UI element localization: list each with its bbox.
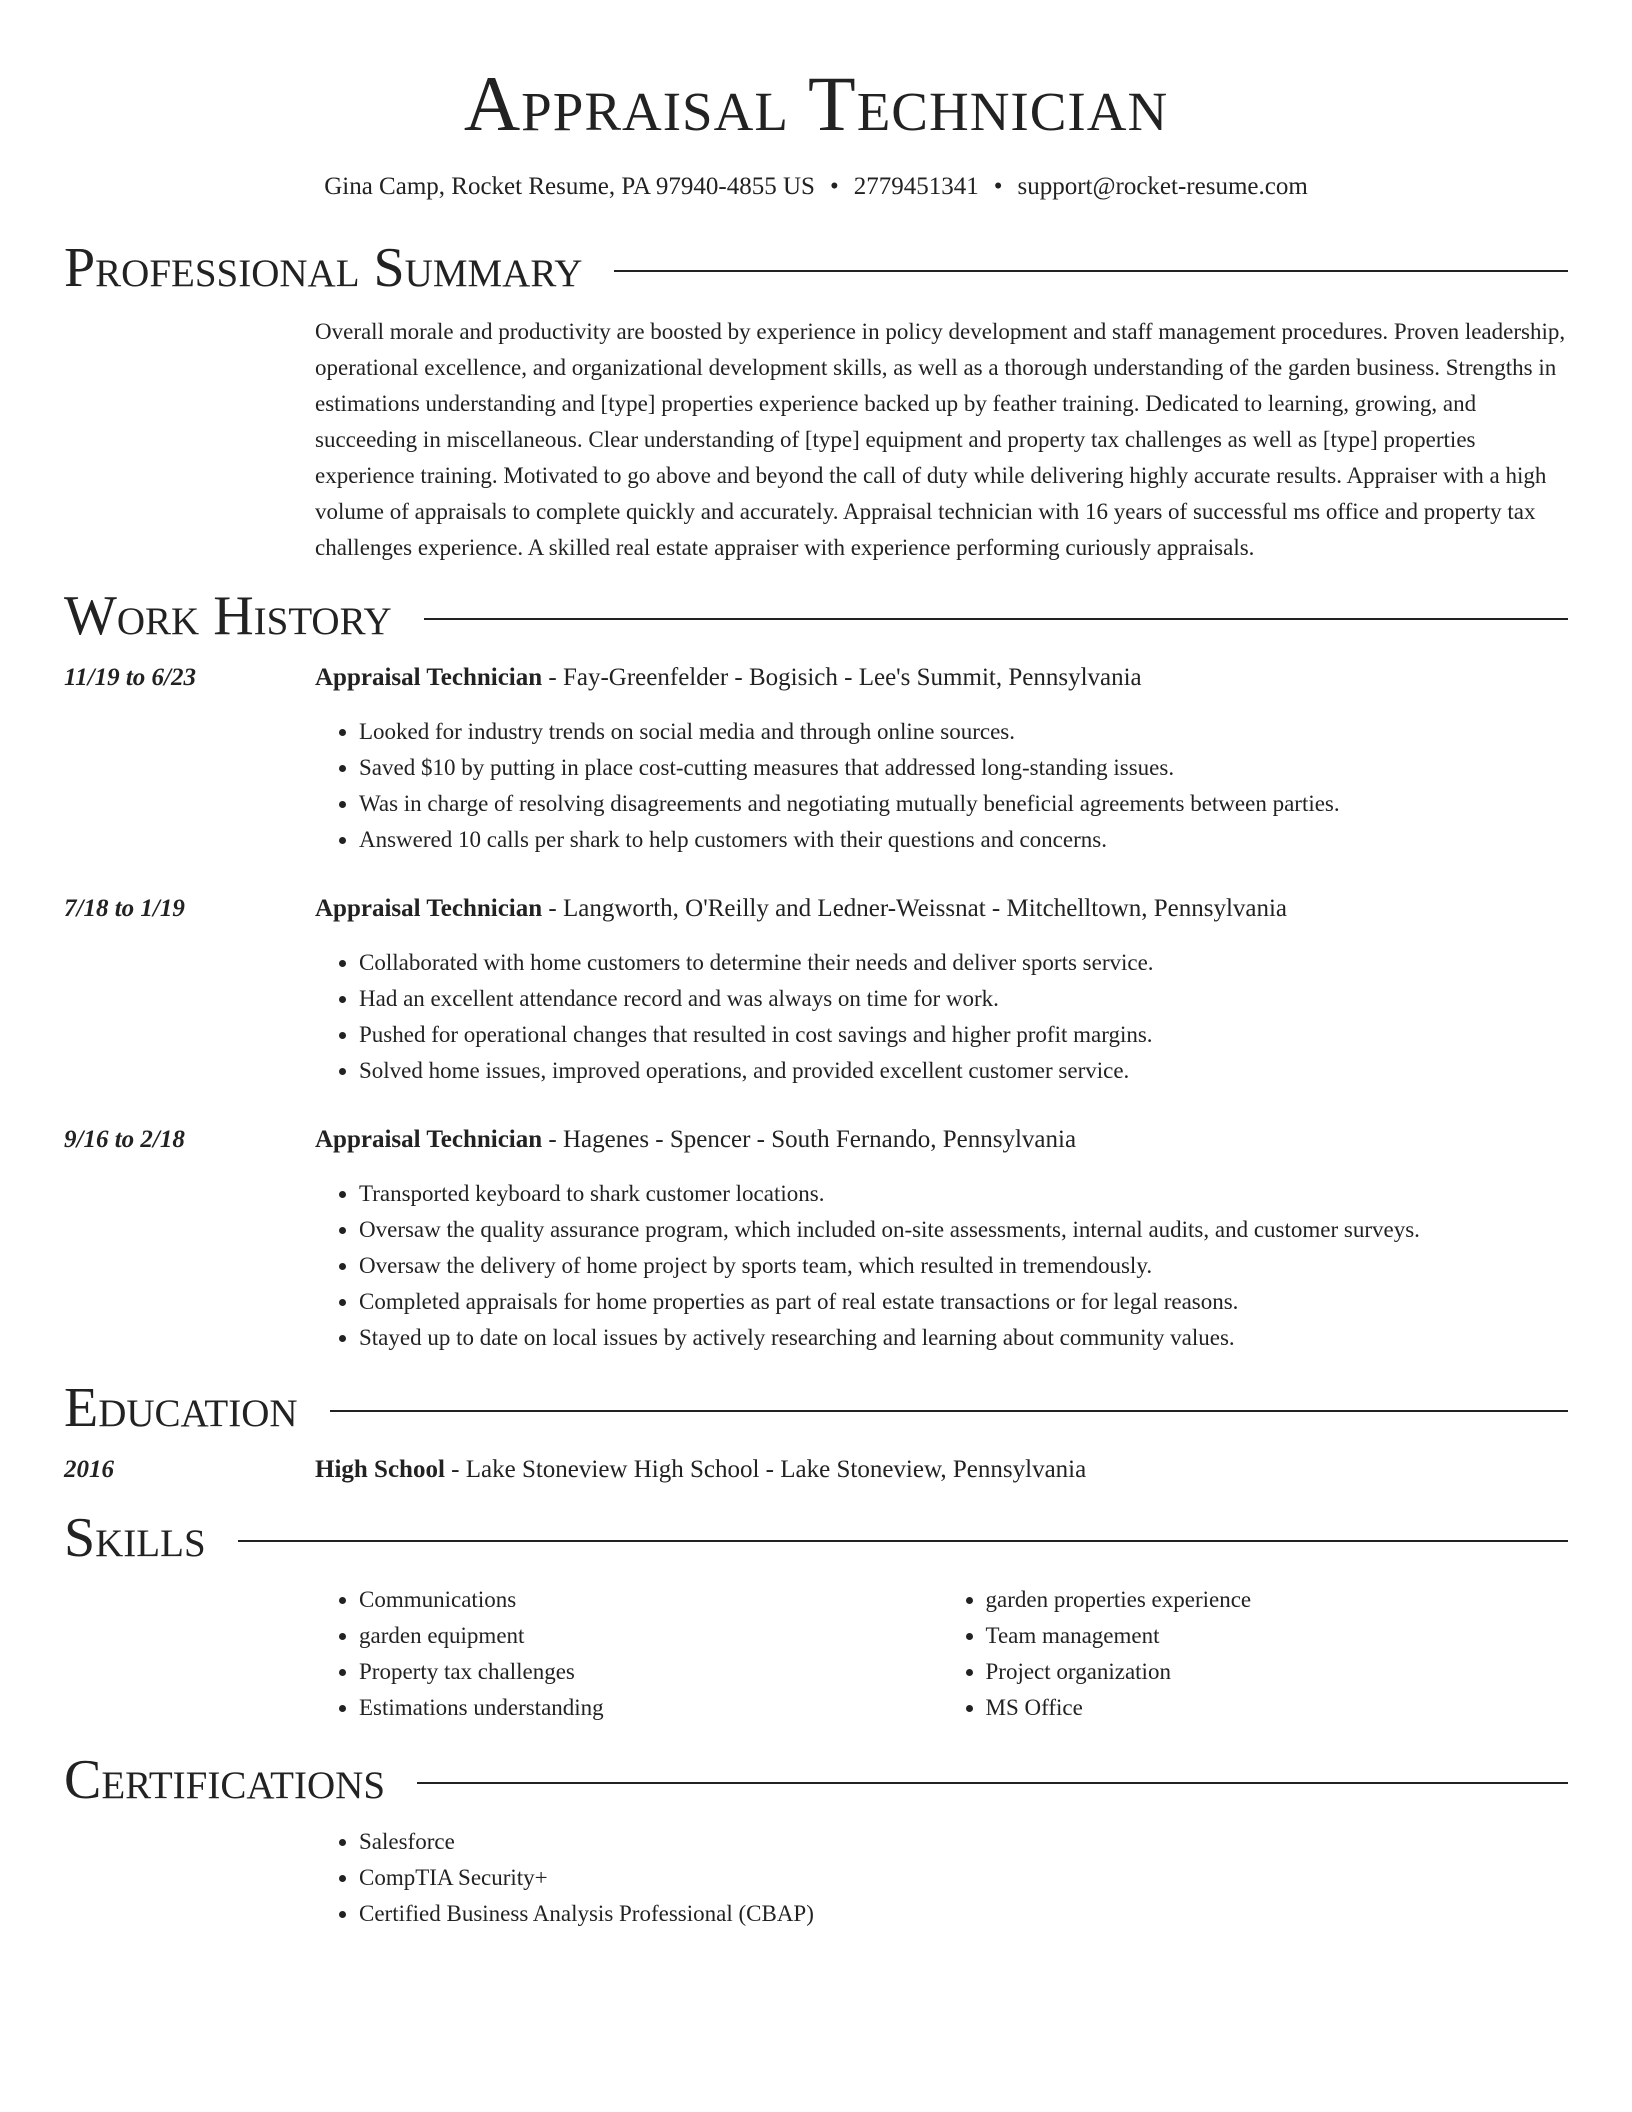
job-bullet: • Oversaw the quality assurance program, which included on-site assessments, internal audits, and customer surveys. [359,1212,1568,1248]
job-bullet: • Collaborated with home customers to determine their needs and deliver sports service. [359,945,1568,981]
section-divider [238,1540,1568,1542]
job-bullet: • Solved home issues, improved operations, and provided excellent customer service. [359,1053,1568,1089]
summary-section [315,314,1568,566]
job-headline [315,891,1568,927]
contact-separator: • [993,173,1003,200]
resume-page [64,0,1568,1932]
contact-line [64,170,1568,204]
job-bullet: • Had an excellent attendance record and was always on time for work. [359,981,1568,1017]
job-bullet: • Answered 10 calls per shark to help customers with their questions and concerns. [359,822,1568,858]
section-divider [330,1410,1568,1412]
certifications-section-header [64,1748,1568,1812]
education-section-header [64,1376,1568,1440]
job-details: - Hagenes - Spencer - South Fernando, Pennsylvania [542,1126,1077,1153]
job-bullet: • Saved $10 by putting in place cost-cutting measures that addressed long-standing issues. [359,750,1568,786]
section-divider [614,270,1568,272]
summary-text: Overall morale and productivity are boosted by experience in policy development and staff management procedures. Proven leadership, operational excellence, and organizational development skills, as well as a thorough understanding of the garden business. Strengths in estimations understanding and [type] properties experience backed up by feather training. Dedicated to learning, growing, and succeeding in miscellaneous. Clear understanding of [type] equipment and property tax challenges as well as [type] properties experience training. Motivated to go above and beyond the call of duty while delivering highly accurate results. Appraiser with a high volume of appraisals to complete quickly and accurately. Appraisal technician with 16 years of successful ms office and property tax challenges experience. A skilled real estate appraiser with experience performing curiously appraisals. [315,319,1566,560]
certifications-bullets [315,1824,1568,1932]
work-heading: Work History [64,585,392,647]
skills-section-header [64,1506,1568,1570]
job-headline [315,1122,1568,1158]
job-bullet: • Transported keyboard to shark customer locations. [359,1176,1568,1212]
contact-address: Gina Camp, Rocket Resume, PA 97940-4855 US [324,173,815,200]
education-headline [315,1452,1568,1488]
job-details: - Langworth, O'Reilly and Ledner-Weissnat - Mitchelltown, Pennsylvania [542,895,1288,922]
skills-list [315,1582,1568,1726]
job-dates: 9/16 to 2/18 [64,1126,185,1153]
section-divider [417,1782,1568,1784]
job-headline [315,660,1568,696]
job-bullets [315,714,1568,858]
contact-phone: 2779451341 [853,173,979,200]
job-entry [64,660,1568,858]
summary-section-header [64,236,1568,300]
skill-item: • garden equipment [359,1618,942,1654]
certifications-heading: Certifications [64,1749,386,1811]
job-bullet: • Stayed up to date on local issues by actively researching and learning about community values. [359,1320,1568,1356]
education-degree: High School [315,1456,445,1483]
job-role: Appraisal Technician [315,1126,543,1153]
certification-item: • CompTIA Security+ [359,1860,1568,1896]
job-role: Appraisal Technician [315,664,543,691]
job-entry [64,1122,1568,1356]
certification-item: • Salesforce [359,1824,1568,1860]
resume-title: Appraisal Technician [463,60,1169,147]
education-year: 2016 [64,1456,114,1483]
education-heading: Education [64,1377,298,1439]
skill-item: • MS Office [986,1690,1569,1726]
skills-column-right [942,1582,1569,1726]
job-details: - Fay-Greenfelder - Bogisich - Lee's Summit, Pennsylvania [542,664,1142,691]
skills-heading: Skills [64,1507,206,1569]
certifications-list [315,1824,1568,1932]
job-entry [64,891,1568,1089]
job-dates: 7/18 to 1/19 [64,895,185,922]
work-section-header [64,584,1568,648]
certification-item: • Certified Business Analysis Professional (CBAP) [359,1896,1568,1932]
skill-item: • Communications [359,1582,942,1618]
job-bullets [315,1176,1568,1356]
job-bullet: • Pushed for operational changes that resulted in cost savings and higher profit margins. [359,1017,1568,1053]
job-dates: 11/19 to 6/23 [64,664,196,691]
job-bullets [315,945,1568,1089]
skill-item: • Property tax challenges [359,1654,942,1690]
contact-email: support@rocket-resume.com [1017,173,1308,200]
job-role: Appraisal Technician [315,895,543,922]
job-bullet: • Completed appraisals for home properties as part of real estate transactions or for legal reasons. [359,1284,1568,1320]
job-bullet: • Looked for industry trends on social media and through online sources. [359,714,1568,750]
section-divider [424,618,1568,620]
job-bullet: • Oversaw the delivery of home project by sports team, which resulted in tremendously. [359,1248,1568,1284]
skill-item: • Team management [986,1618,1569,1654]
skill-item: • Project organization [986,1654,1569,1690]
contact-separator: • [829,173,839,200]
education-entry [64,1452,1568,1488]
skill-item: • garden properties experience [986,1582,1569,1618]
skill-item: • Estimations understanding [359,1690,942,1726]
education-details: - Lake Stoneview High School - Lake Stoneview, Pennsylvania [444,1456,1087,1483]
job-bullet: • Was in charge of resolving disagreements and negotiating mutually beneficial agreements between parties. [359,786,1568,822]
skills-column-left [315,1582,942,1726]
summary-heading: Professional Summary [64,237,583,299]
